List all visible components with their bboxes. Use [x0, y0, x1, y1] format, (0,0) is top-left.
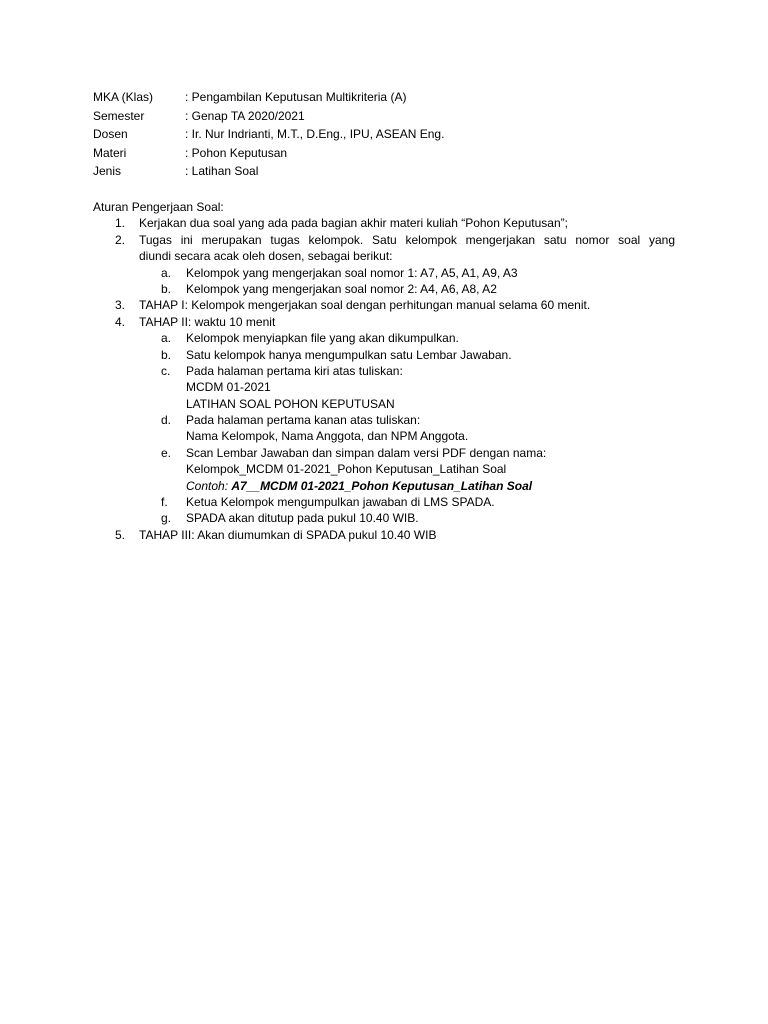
sub-text: Satu kelompok hanya mengumpulkan satu Lembar Jawaban. [186, 347, 512, 362]
sub-text: Pada halaman pertama kiri atas tuliskan: [186, 363, 403, 378]
header-label: Materi [93, 145, 127, 160]
sub-letter: b. [161, 281, 172, 296]
example-filename: A7__MCDM 01-2021_Pohon Keputusan_Latihan Soal [231, 478, 533, 493]
rule-item-2 [93, 232, 675, 248]
sub-item-4b [93, 347, 675, 363]
list-number: 1. [115, 216, 126, 231]
sub-text: Nama Kelompok, Nama Anggota, dan NPM Anggota. [186, 429, 469, 444]
sub-letter: a. [161, 331, 172, 346]
sub-text: MCDM 01-2021 [186, 380, 271, 395]
list-text: Tugas ini merupakan tugas kelompok. Satu kelompok mengerjakan satu nomor soal yang [139, 232, 675, 247]
header-row-semester [93, 107, 444, 126]
sub-text: Kelompok menyiapkan file yang akan dikumpulkan. [186, 331, 459, 346]
rule-item-4 [93, 314, 675, 330]
sub-letter: g. [161, 511, 172, 526]
example-line [186, 478, 532, 494]
header-label: Semester [93, 108, 145, 123]
header-row-materi [93, 144, 444, 163]
list-number: 2. [115, 232, 126, 247]
header-value: : Latihan Soal [185, 164, 259, 179]
sub-letter: d. [161, 413, 172, 428]
list-text: TAHAP I: Kelompok mengerjakan soal dengan perhitungan manual selama 60 menit. [139, 298, 591, 313]
sub-item-4g [93, 510, 675, 526]
rule-item-5 [93, 527, 675, 543]
sub-text: Ketua Kelompok mengumpulkan jawaban di LMS SPADA. [186, 495, 495, 510]
sub-text: LATIHAN SOAL POHON KEPUTUSAN [186, 396, 395, 411]
header-label: Jenis [93, 164, 122, 179]
sub-item-4d [93, 412, 675, 428]
rule-item-2-continued [93, 248, 675, 264]
header-value: : Ir. Nur Indrianti, M.T., D.Eng., IPU, ASEAN Eng. [185, 127, 445, 142]
list-text: Kerjakan dua soal yang ada pada bagian akhir materi kuliah “Pohon Keputusan”; [139, 216, 568, 231]
sub-item-4c [93, 363, 675, 379]
list-number: 5. [115, 527, 126, 542]
list-text: TAHAP II: waktu 10 menit [139, 314, 276, 329]
header-value: : Pohon Keputusan [185, 145, 288, 160]
sub-text: Pada halaman pertama kanan atas tuliskan: [186, 413, 421, 428]
sub-text: Kelompok_MCDM 01-2021_Pohon Keputusan_Latihan Soal [186, 462, 507, 477]
header-label: MKA (Klas) [93, 90, 154, 104]
course-info-header [93, 88, 444, 181]
sub-letter: e. [161, 445, 172, 460]
sub-item-4c-line2 [93, 379, 675, 395]
sub-text: SPADA akan ditutup pada pukul 10.40 WIB. [186, 511, 419, 526]
sub-item-2b [93, 281, 675, 297]
sub-letter: b. [161, 347, 172, 362]
list-number: 3. [115, 298, 126, 313]
header-value: : Genap TA 2020/2021 [185, 108, 305, 123]
header-value: : Pengambilan Keputusan Multikriteria (A) [185, 90, 407, 104]
sub-item-4e [93, 445, 675, 461]
rule-item-3 [93, 297, 675, 313]
sub-item-4e-example [93, 478, 675, 494]
list-text: TAHAP III: Akan diumumkan di SPADA pukul 10.40 WIB [139, 527, 437, 542]
header-row-mka [93, 88, 444, 107]
header-row-dosen [93, 125, 444, 144]
sub-text: Kelompok yang mengerjakan soal nomor 2: A4, A6, A8, A2 [186, 281, 497, 296]
sub-item-4f [93, 494, 675, 510]
example-prefix: Contoh: [186, 478, 232, 493]
sub-item-4e-line2 [93, 461, 675, 477]
list-number: 4. [115, 314, 126, 329]
list-text: diundi secara acak oleh dosen, sebagai berikut: [139, 249, 393, 264]
rules-title: Aturan Pengerjaan Soal: [93, 200, 224, 214]
sub-item-4c-line3 [93, 396, 675, 412]
sub-letter: f. [161, 495, 168, 510]
rule-item-1 [93, 215, 675, 231]
header-row-jenis [93, 162, 444, 181]
sub-item-4d-line2 [93, 428, 675, 444]
sub-item-2a [93, 265, 675, 281]
sub-letter: a. [161, 265, 172, 280]
sub-text: Scan Lembar Jawaban dan simpan dalam versi PDF dengan nama: [186, 445, 547, 460]
sub-text: Kelompok yang mengerjakan soal nomor 1: A7, A5, A1, A9, A3 [186, 265, 518, 280]
rules-section [93, 199, 675, 543]
header-label: Dosen [93, 127, 128, 142]
sub-item-4a [93, 330, 675, 346]
sub-letter: c. [161, 363, 171, 378]
